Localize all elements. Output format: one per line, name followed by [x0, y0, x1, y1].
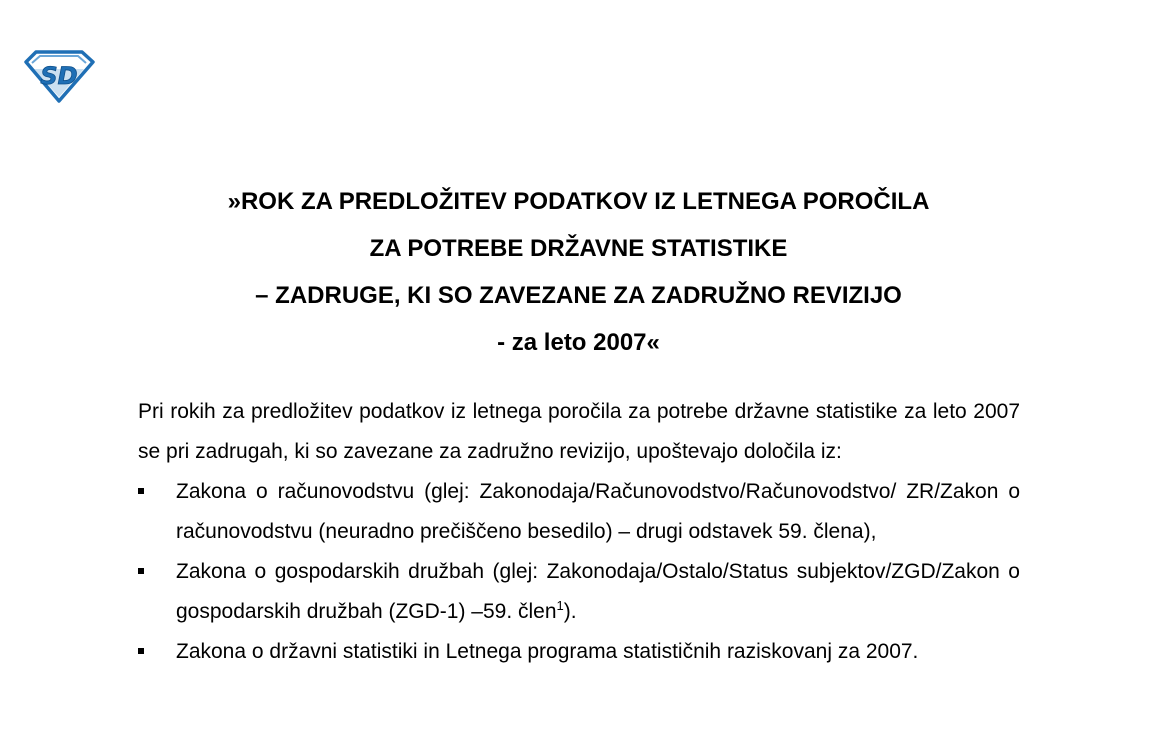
footnote-reference[interactable]: 1	[556, 598, 564, 613]
list-item-text: Zakona o računovodstvu (glej: Zakonodaja/Računovodstvo/Računovodstvo/ ZR/Zakon o računovodstvu (neuradno prečiščeno besedilo) – drugi odstavek 59. člena),	[176, 480, 1020, 543]
list-item	[138, 552, 1020, 632]
list-item-text	[176, 560, 1020, 623]
list-item	[138, 632, 1020, 672]
list-item-suffix: ).	[563, 600, 577, 623]
document-title	[0, 178, 1157, 366]
title-line-1: »ROK ZA PREDLOŽITEV PODATKOV IZ LETNEGA POROČILA	[227, 188, 930, 215]
title-line-3: – ZADRUGE, KI SO ZAVEZANE ZA ZADRUŽNO REVIZIJO	[255, 282, 902, 309]
title-line-2: ZA POTREBE DRŽAVNE STATISTIKE	[369, 235, 788, 262]
list-item-body: Zakona o gospodarskih družbah (glej: Zakonodaja/Ostalo/Status subjektov/ZGD/Zakon o gospodarskih družbah (ZGD-1) –59. člen	[176, 560, 1020, 623]
list-item-text: Zakona o državni statistiki in Letnega programa statističnih raziskovanj za 2007.	[176, 640, 919, 663]
square-bullet-icon	[138, 488, 144, 494]
document-body	[138, 392, 1020, 672]
sd-logo	[22, 48, 96, 104]
title-line-4: - za leto 2007«	[497, 329, 660, 356]
square-bullet-icon	[138, 648, 144, 654]
square-bullet-icon	[138, 568, 144, 574]
list-item	[138, 472, 1020, 552]
logo-text: SD	[40, 62, 78, 90]
intro-paragraph: Pri rokih za predložitev podatkov iz letnega poročila za potrebe državne statistike za leto 2007 se pri zadrugah, ki so zavezane za zadružno revizijo, upoštevajo določila iz:	[138, 400, 1020, 463]
sd-shield-logo-icon	[22, 48, 96, 104]
regulation-list	[138, 472, 1020, 672]
